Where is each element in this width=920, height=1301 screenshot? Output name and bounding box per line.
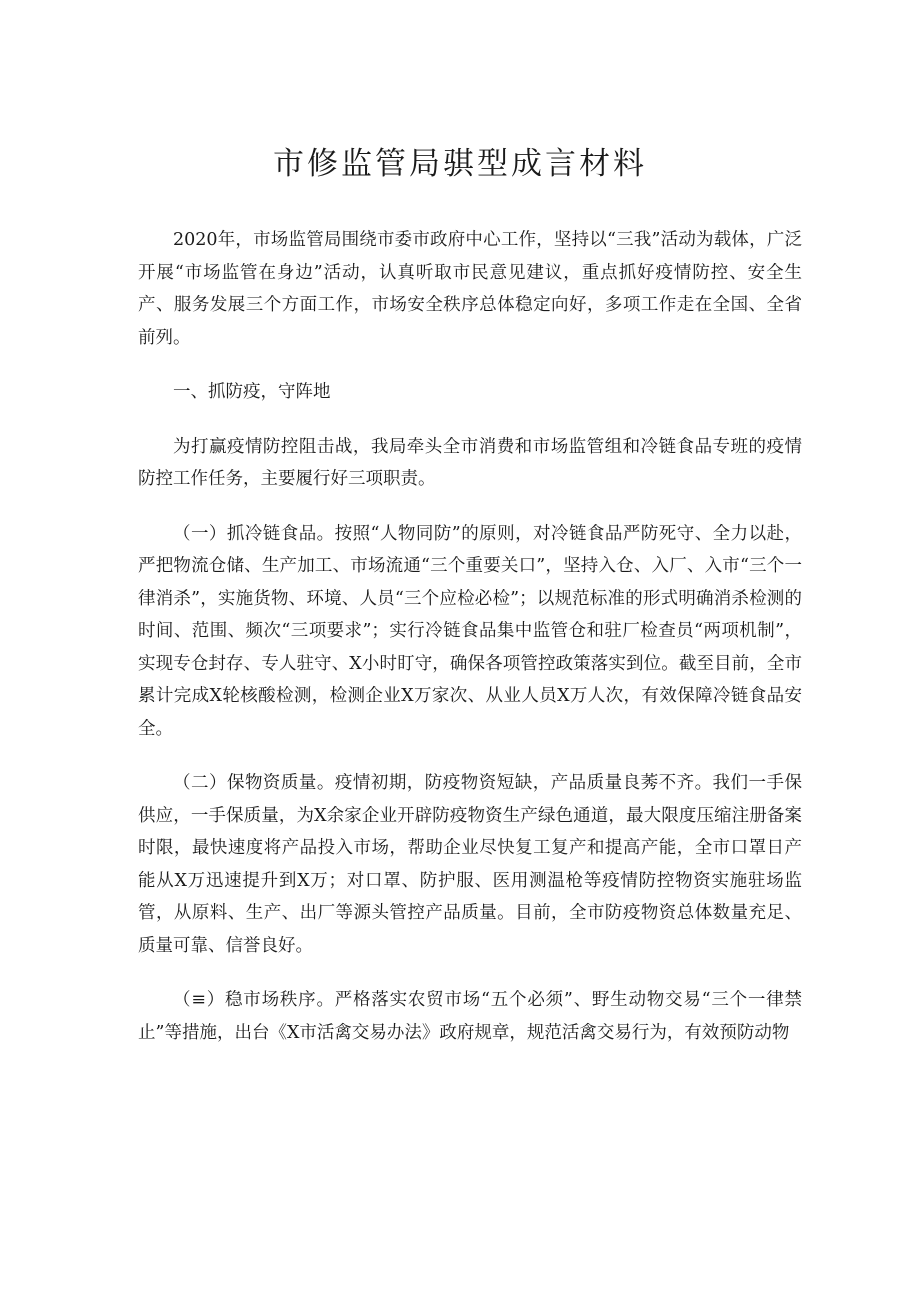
section-1-intro-paragraph: 为打赢疫情防控阻击战，我局牵头全市消费和市场监管组和冷链食品专班的疫情防控工作任务，主要履行好三项职责。 — [138, 436, 802, 489]
intro-paragraph: 2020年，市场监管局围绕市委市政府中心工作，坚持以“三我”活动为载体，广泛开展“市场监管在身边”活动，认真听取市民意见建议，重点抓好疫情防控、安全生产、服务发展三个方面工作，市场安全秩序总体稳定向好，多项工作走在全国、全省前列。 — [138, 230, 802, 348]
document-title: 市修监管局骐型成言材料 — [273, 146, 647, 182]
document-body — [138, 224, 802, 1071]
supplies-quality-paragraph: （二）保物资质量。疫情初期，防疫物资短缺，产品质量良莠不齐。我们一手保供应，一手保质量，为X余家企业开辟防疫物资生产绿色通道，最大限度压缩注册备案时限，最快速度将产品投入市场，帮助企业尽快复工复产和提高产能，全市口罩日产能从X万迅速提升到X万；对口罩、防护服、医用测温枪等疫情防控物资实施驻场监管，从原料、生产、出厂等源头管控产品质量。目前，全市防疫物资总体数量充足、质量可靠、信誉良好。 — [138, 773, 802, 956]
section-heading-1: 一、抓防疫，守阵地 — [173, 382, 331, 402]
cold-chain-paragraph: （一）抓冷链食品。按照“人物同防”的原则，对冷链食品严防死守、全力以赴，严把物流仓储、生产加工、市场流通“三个重要关口”，坚持入仓、入厂、入市“三个一律消杀”，实施货物、环境、人员“三个应检必检”；以规范标准的形式明确消杀检测的时间、范围、频次“三项要求”；实行冷链食品集中监管仓和驻厂检查员“两项机制”，实现专仓封存、专人驻守、X小时盯守，确保各项管控政策落实到位。截至目前，全市累计完成X轮核酸检测，检测企业X万家次、从业人员X万人次，有效保障冷链食品安全。 — [138, 523, 802, 739]
market-order-paragraph: （≡）稳市场秩序。严格落实农贸市场“五个必须”、野生动物交易“三个一律禁止”等措施，出台《X市活禽交易办法》政府规章，规范活禽交易行为，有效预防动物 — [138, 990, 802, 1043]
